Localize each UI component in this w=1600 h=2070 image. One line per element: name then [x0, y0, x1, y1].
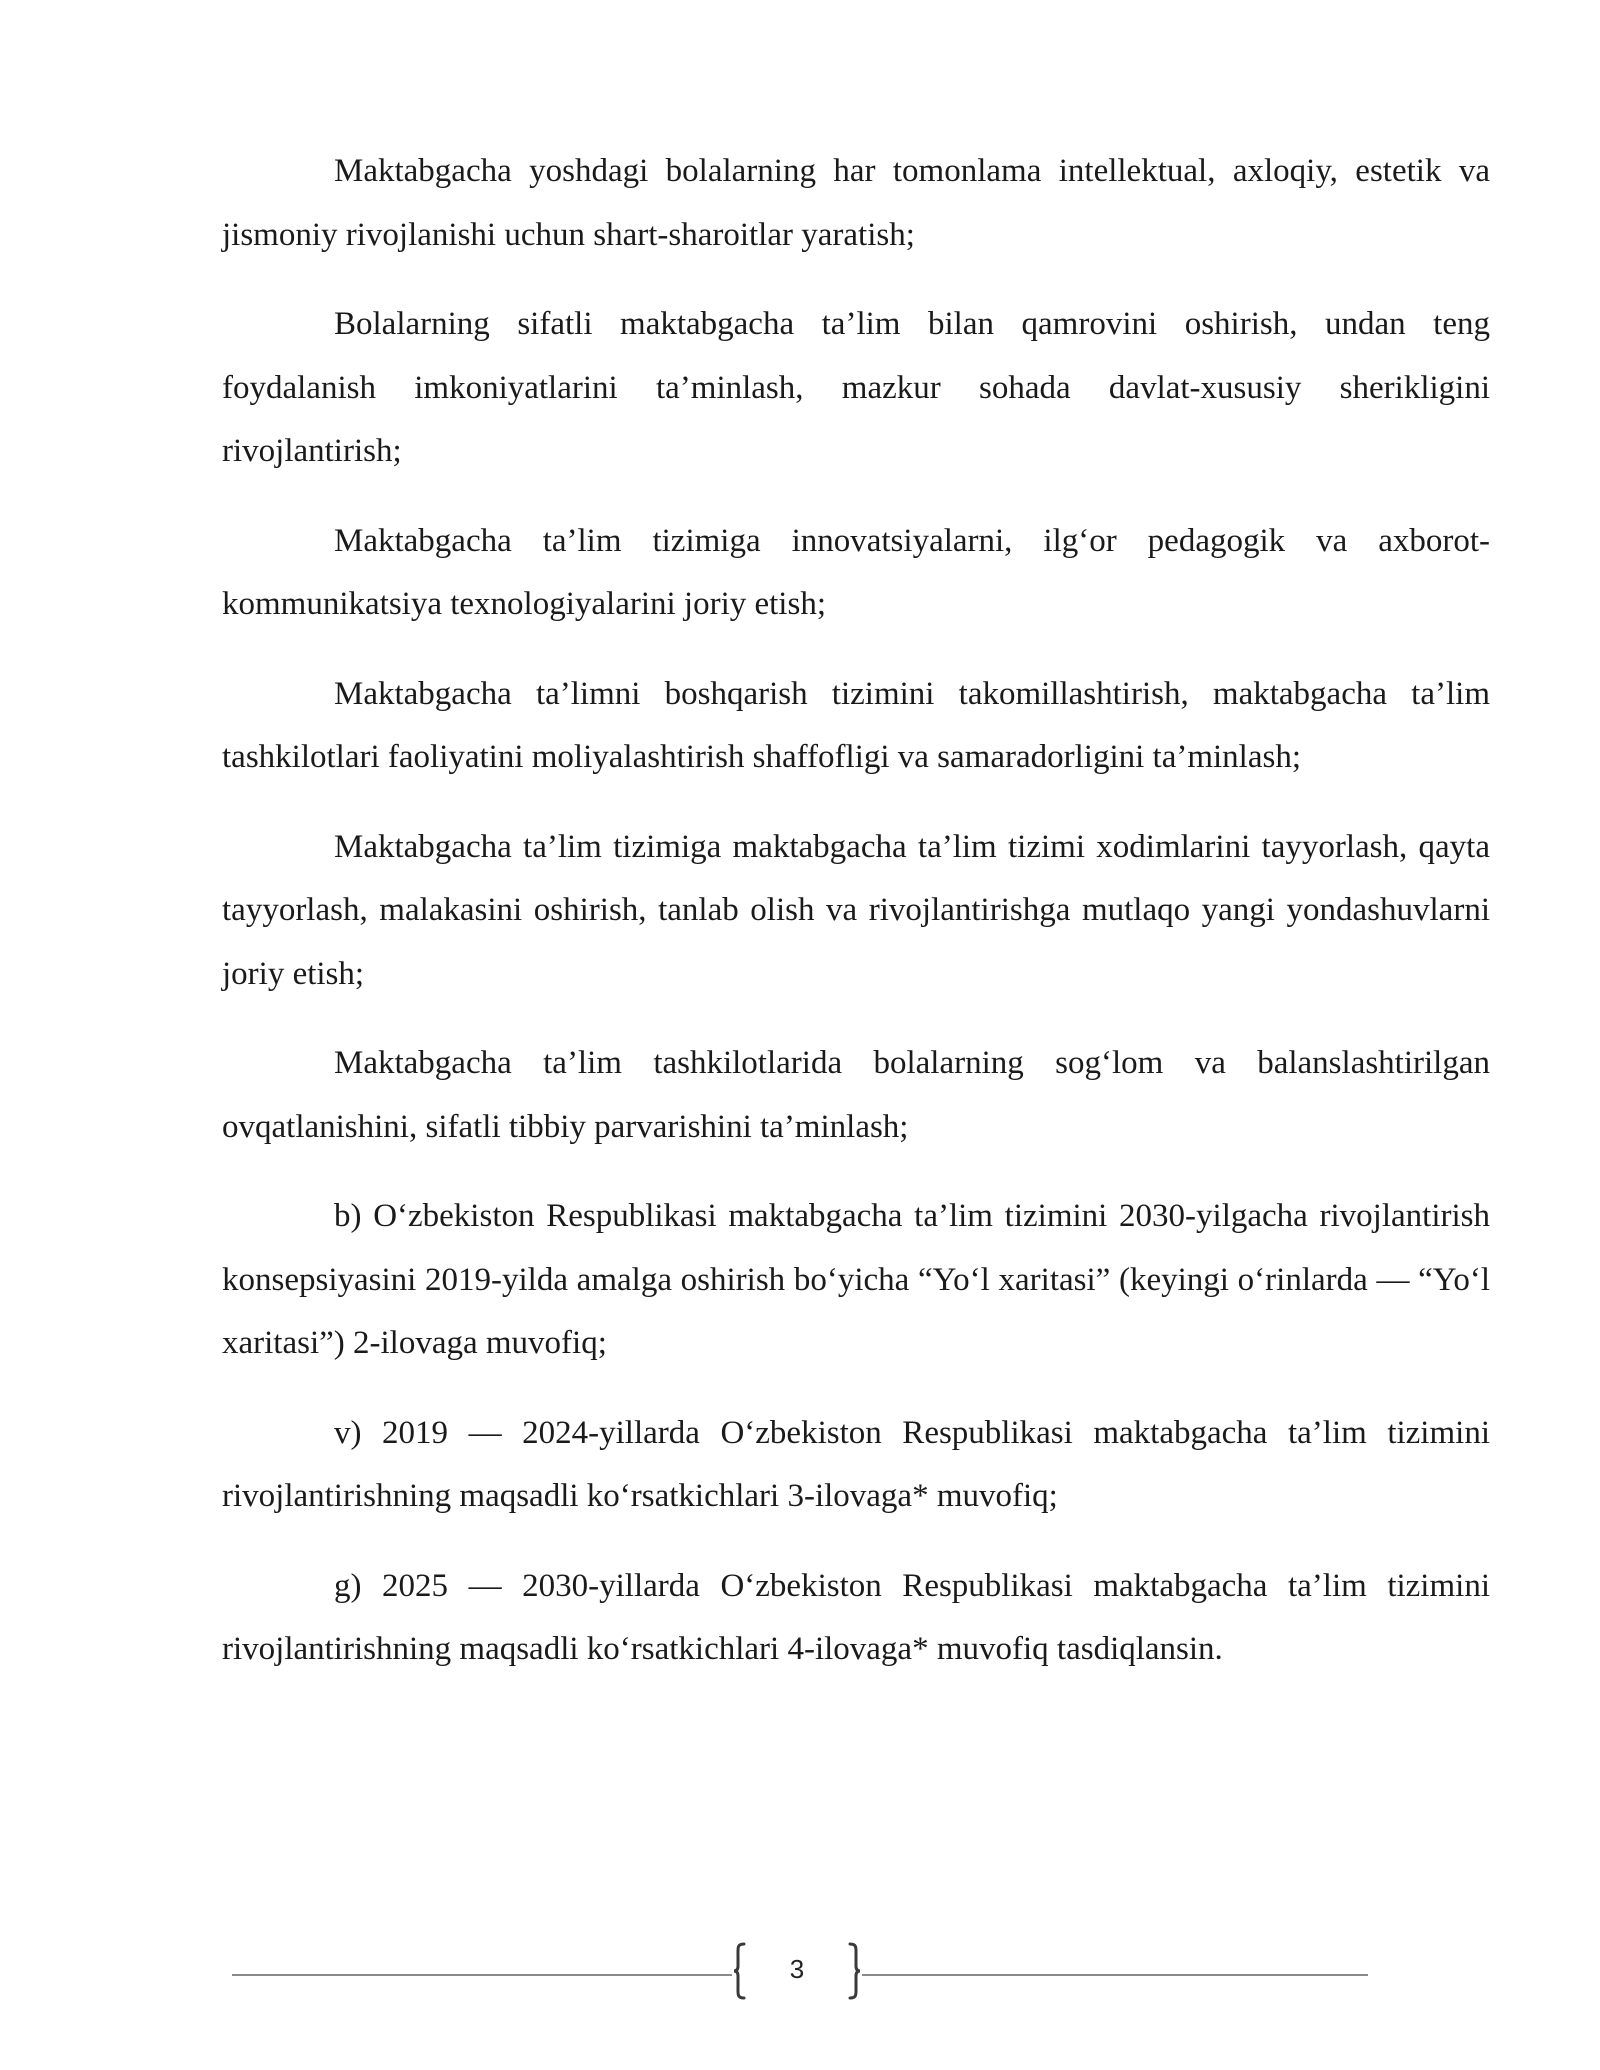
paragraph-5: Maktabgacha ta’lim tizimiga maktabgacha ta’lim tizimi xodimlarini tayyorlash, qayta tayyorlash, malakasini oshirish, tanlab olish va rivojlantirishga mutlaqo yangi yondashuvlarni joriy etish; — [222, 828, 1490, 992]
document-body — [222, 140, 1490, 1708]
footer-rule-left — [232, 1974, 732, 1976]
right-brace-icon — [848, 1942, 862, 2000]
paragraph-2: Bolalarning sifatli maktabgacha ta’lim bilan qamrovini oshirish, undan teng foydalanish imkoniyatlarini ta’minlash, mazkur sohada davlat-xususiy sherikligini rivojlantirish; — [222, 306, 1490, 469]
paragraph-b: b) O‘zbekiston Respublikasi maktabgacha ta’lim tizimini 2030-yilgacha rivojlantirish konsepsiyasini 2019-yilda amalga oshirish bo‘yicha “Yo‘l xaritasi” (keyingi o‘rinlarda — “Yo‘l xaritasi”) 2-ilovaga muvofiq; — [222, 1198, 1490, 1361]
paragraph-v: v) 2019 — 2024-yillarda O‘zbekiston Respublikasi maktabgacha ta’lim tizimini rivojlantirishning maqsadli ko‘rsatkichlari 3-ilovaga* muvofiq; — [222, 1414, 1490, 1514]
paragraph-6: Maktabgacha ta’lim tashkilotlarida bolalarning sog‘lom va balanslashtirilgan ovqatlanishini, sifatli tibbiy parvarishini ta’minlash; — [222, 1045, 1490, 1145]
page-footer — [232, 1942, 1368, 2006]
left-brace-icon — [732, 1942, 746, 2000]
page-number: 3 — [789, 1954, 805, 1984]
paragraph-g: g) 2025 — 2030-yillarda O‘zbekiston Respublikasi maktabgacha ta’lim tizimini rivojlantirishning maqsadli ko‘rsatkichlari 4-ilovaga* muvofiq tasdiqlansin. — [222, 1567, 1490, 1667]
paragraph-3: Maktabgacha ta’lim tizimiga innovatsiyalarni, ilg‘or pedagogik va axborot-kommunikatsiya texnologiyalarini joriy etish; — [222, 522, 1490, 622]
footer-rule-right — [862, 1974, 1368, 1976]
paragraph-1: Maktabgacha yoshdagi bolalarning har tomonlama intellektual, axloqiy, estetik va jismoniy rivojlanishi uchun shart-sharoitlar yaratish; — [222, 153, 1490, 253]
paragraph-4: Maktabgacha ta’limni boshqarish tizimini takomillashtirish, maktabgacha ta’lim tashkilotlari faoliyatini moliyalashtirish shaffofligi va samaradorligini ta’minlash; — [222, 675, 1490, 775]
